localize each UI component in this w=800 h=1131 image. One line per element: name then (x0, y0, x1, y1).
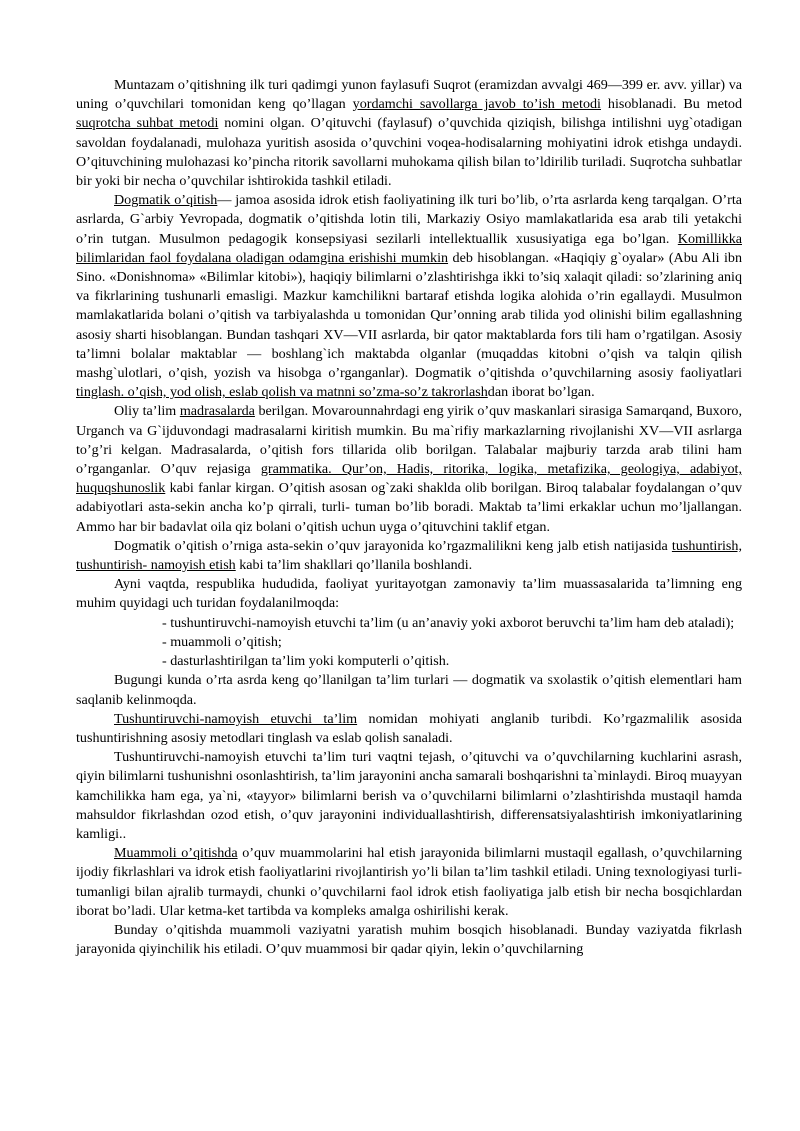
text-run: Bugungi kunda o’rta asrda keng qo’llanilgan ta’lim turlari — dogmatik va sxolastik o’qitish elementlari ham saqlanib kelinmoqda. (76, 672, 742, 708)
text-run: hisoblanadi. Bu metod (600, 96, 742, 113)
text-run: - dasturlashtirilgan ta’lim yoki komputerli o’qitish. (162, 653, 450, 670)
list-item (76, 614, 742, 633)
text-run: nomini olgan. O’qituvchi (faylasuf) o’quvchida qiziqish, bilishga intilishni uyg`otadigan savoldan foydalanadi, mulohaza yuritish asosida o’quvchini voqea-hodisalarning mohiyatini idrok etishga undaydi. O’qituvchining mulohazasi ko’pincha ritorik savollarni muhokama qilish bilan to’ldirilib turiladi. Suqrotcha suhbatlar bir yoki bir necha o’quvchilar ishtirokida tashkil etiladi. (76, 115, 742, 190)
paragraph (76, 402, 742, 536)
list-item (76, 652, 742, 671)
text-run: kabi fanlar kirgan. O’qitish asosan og`zaki shaklda olib borilgan. Biroq talabalar foydalangan o’quv adabiyotlari asta-sekin ancha ko’p qirrali, turli- tuman bo’lib boradi. Maktab ta’limi erkaklar uchun mo’ljallangan. Ammo har bir badavlat oila qiz bolani o’qitish uchun uyga o’qituvchini taklif etgan. (76, 480, 742, 535)
underlined-phrase: tinglash. o’qish, yod olish, eslab qolish va matnni so’zma-so’z takrorlash (76, 384, 488, 401)
underlined-phrase: madrasalarda (179, 403, 255, 420)
text-run: Ayni vaqtda, respublika hududida, faoliyat yuritayotgan zamonaviy ta’lim muassasalarida ta’limning eng muhim quyidagi uch turidan foydalanilmoqda: (76, 576, 742, 612)
paragraph (76, 748, 742, 844)
text-run: dan iborat bo’lgan. (487, 384, 595, 401)
underlined-phrase: grammatika. Qur’on, Hadis, ritorika, logika, metafizika, geologiya, adabiyot, huquqshunoslik (76, 461, 742, 497)
underlined-phrase: Komillikka bilimlaridan faol foydalana oladigan odamgina erishishi mumkin (76, 230, 742, 266)
underlined-phrase: Dogmatik o’qitish (114, 192, 218, 209)
paragraph (76, 921, 742, 959)
text-run: deb hisoblangan. «Haqiqiy g`oyalar» (Abu Ali ibn Sino. «Donishnoma» «Bilimlar kitobi»), haqiqiy bilimlarni o’zlashtirishga ikki to’siq xalaqit qiladi: so’zlarining aniq va fikrlarining tushunarli emasligi. Mazkur kamchilikni bartaraf etishda logika alohida o’rin egallaydi. Musulmon mamlakatlarida bolani o’qitish va tarbiyalashda u tomonidan Qur’onning arab tilida yod olinishi bilim egallashning asosiy sharti hisoblangan. Bundan tashqari XV—VII asrlarda, bir qator maktablarda fors tili ham o’rgatilgan. Asosiy ta’limni bolalar maktablar — boshlang`ich maktabda olganlar (muqaddas kitobni o’qish va talqin qilish mashg`ulotlari, o’qish, yozish va hisobga o’rganganlar). Dogmatik o’qitishda o’quvchilarning asosiy faoliyatlari (76, 249, 742, 382)
text-run: - muammoli o’qitish; (162, 633, 282, 650)
text-run: nomidan mohiyati anglanib turibdi. Ko’rgazmalilik asosida tushuntirishning asosiy metodlari tinglash va eslab qolish sanaladi. (76, 710, 742, 746)
underlined-phrase: yordamchi savollarga javob to’ish metodi (352, 96, 601, 113)
paragraph (76, 671, 742, 709)
text-run: o’quv muammolarini hal etish jarayonida bilimlarni mustaqil egallash, o’quvchilarning ijodiy fikrlashlari va idrok etish faoliyatlarini rivojlantirish yo’li bilan ta’lim tashkil etiladi. Uning texnologiyasi turli-tumanligi bilan ajralib turmaydi, chunki o’quvchilarni faol idrok etish faoliyatiga jalb etish bir necha bosqichlardan iborat bo’ladi. Ular ketma-ket tartibda va kompleks amalga oshirilishi kerak. (76, 845, 743, 919)
paragraph (76, 844, 742, 921)
text-run: - tushuntiruvchi-namoyish etuvchi ta’lim (u an’anaviy yoki axborot beruvchi ta’lim ham deb ataladi); (162, 614, 735, 631)
paragraph (76, 710, 742, 748)
text-run: Oliy ta’lim (114, 403, 180, 420)
text-run: Bunday o’qitishda muammoli vaziyatni yaratish muhim bosqich hisoblanadi. Bunday vaziyatda fikrlash jarayonida qiyinchilik his etiladi. O’quv muammosi bir qadar qiyin, lekin o’quvchilarning (76, 921, 742, 958)
underlined-phrase: Muammoli o’qitishda (114, 845, 238, 862)
paragraph (76, 76, 742, 191)
underlined-phrase: tushuntirish, tushuntirish- namoyish etish (76, 537, 742, 574)
text-run: Dogmatik o’qitish o’rniga asta-sekin o’quv jarayonida ko’rgazmalilikni keng jalb etish natijasida (114, 537, 672, 554)
document-page (76, 76, 742, 959)
text-run: Muntazam o’qitishning ilk turi qadimgi yunon faylasufi Suqrot (eramizdan avvalgi 469—399 er. avv. yillar) va uning o’quvchilari tomonidan keng qo’llagan (76, 77, 742, 113)
paragraph (76, 191, 742, 402)
underlined-phrase: suqrotcha suhbat metodi (76, 115, 219, 132)
paragraph (76, 537, 742, 575)
text-run: kabi ta’lim shakllari qo’llanila boshlandi. (235, 557, 473, 574)
list-item (76, 633, 742, 652)
text-run: berilgan. Movarounnahrdagi eng yirik o’quv maskanlari sirasiga Samarqand, Buxoro, Urganch va G`ijduvondagi madrasalarni kiritish mumkin. Bu ma`rifiy markazlarning rivojlanishi XV—VII asrlarga to’g’ri kelgan. Madrasalarda, o’qitish fors tillarida olib borilgan. Talabalar majburiy tarzda arab tilini ham o’rganganlar. O’quv rejasiga (76, 403, 742, 478)
text-run: Tushuntiruvchi-namoyish etuvchi ta’lim turi vaqtni tejash, o’qituvchi va o’quvchilarning kuchlarini asrash, qiyin bilimlarni tushunishni osonlashtirish, ta’lim jarayonini ancha samarali boshqarishni ta`minlaydi. Biroq muayyan kamchilikka ham ega, ya`ni, «tayyor» bilimlarni berish va o’quvchilarni bilimlarni o’zlashtirishda mustaqil hamda mahsuldor fikrlashdan ozod etish, o’quv jarayonini individuallashtirish, differensatsiyalashtirish imkoniyatlarining kamligi.. (76, 749, 742, 842)
paragraph (76, 575, 742, 613)
underlined-phrase: Tushuntiruvchi-namoyish etuvchi ta’lim (114, 710, 358, 727)
text-run: — jamoa asosida idrok etish faoliyatining ilk turi bo’lib, o’rta asrlarda keng tarqalgan. O’rta asrlarda, G`arbiy Yevropada, dogmatik o’qitishda lotin tili, Markaziy Osiyo mamlakatlarida esa arab tili yetakchi o’rin tutgan. Musulmon pedagogik konsepsiyasi sezilarli intellektuallik xususiyatiga ega bo’lgan. (76, 192, 742, 247)
